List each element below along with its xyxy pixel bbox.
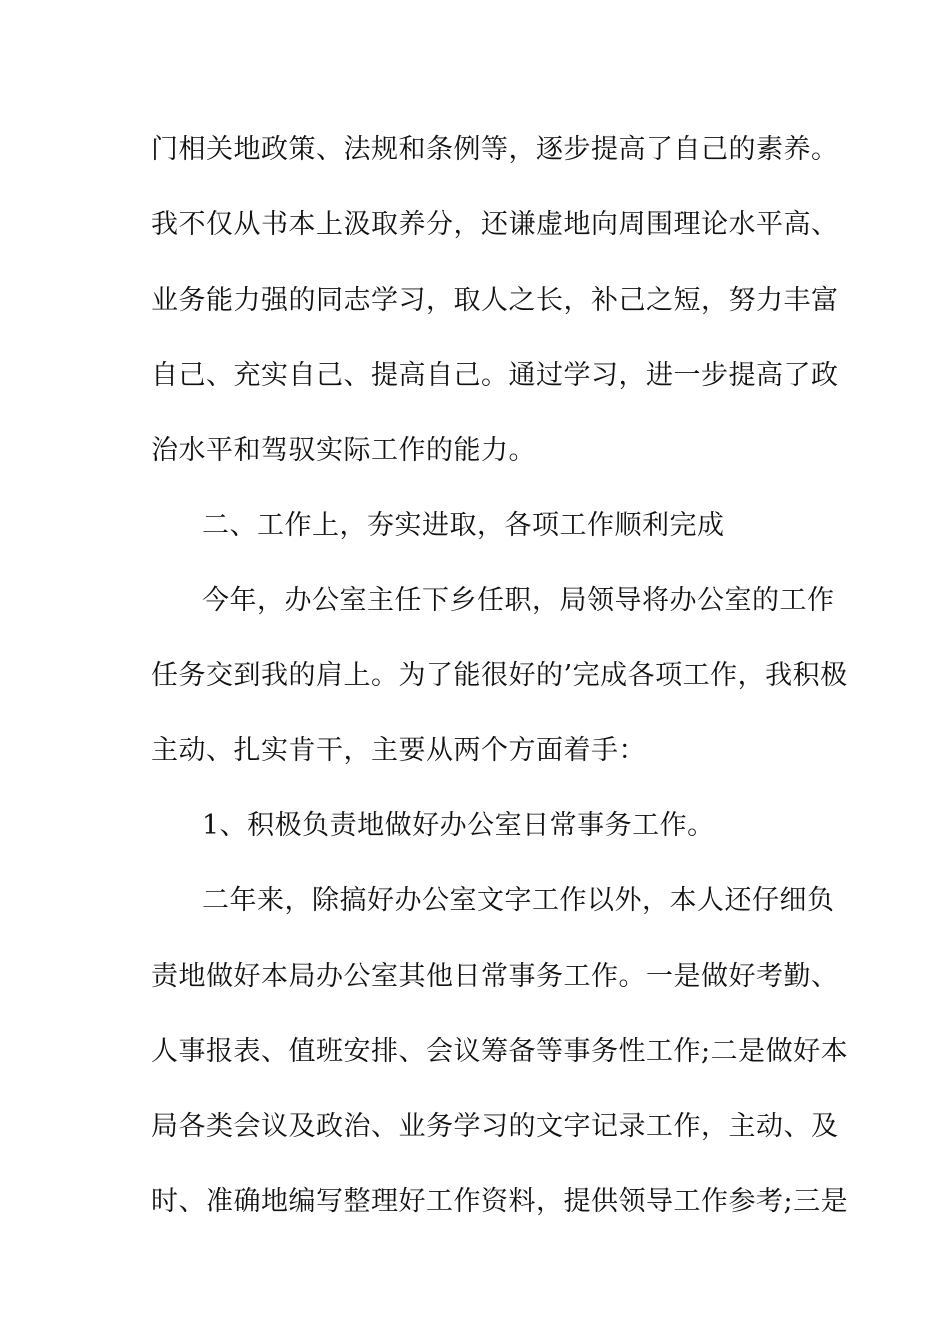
text-line: 人事报表、值班安排、会议筹备等事务性工作;二是做好本 <box>151 1036 849 1067</box>
text-line: 责地做好本局办公室其他日常事务工作。一是做好考勤、 <box>151 961 839 992</box>
text-line: 业务能力强的同志学习，取人之长，补己之短，努力丰富 <box>151 285 839 316</box>
text-line: 时、准确地编写整理好工作资料，提供领导工作参考;三是 <box>151 1186 849 1217</box>
text-line: 治水平和驾驭实际工作的能力。 <box>151 435 536 466</box>
paragraph-start: 今年，办公室主任下乡任职，局领导将办公室的工作 <box>202 585 835 616</box>
text-line: 局各类会议及政治、业务学习的文字记录工作，主动、及 <box>151 1111 839 1142</box>
text-line: 门相关地政策、法规和条例等，逐步提高了自己的素养。 <box>151 134 839 165</box>
text-line: 自己、充实自己、提高自己。通过学习，进一步提高了政 <box>151 360 839 391</box>
text-line: 主动、扎实肯干，主要从两个方面着手： <box>151 735 646 766</box>
text-line: 我不仅从书本上汲取养分，还谦虚地向周围理论水平高、 <box>151 209 839 240</box>
section-heading: 二、工作上，夯实进取，各项工作顺利完成 <box>202 510 725 541</box>
text-line: 任务交到我的肩上。为了能很好的’完成各项工作，我积极 <box>151 660 848 691</box>
paragraph-start: 二年来，除搞好办公室文字工作以外，本人还仔细负 <box>202 885 835 916</box>
subsection-heading: 1、积极负责地做好办公室日常事务工作。 <box>202 810 715 841</box>
